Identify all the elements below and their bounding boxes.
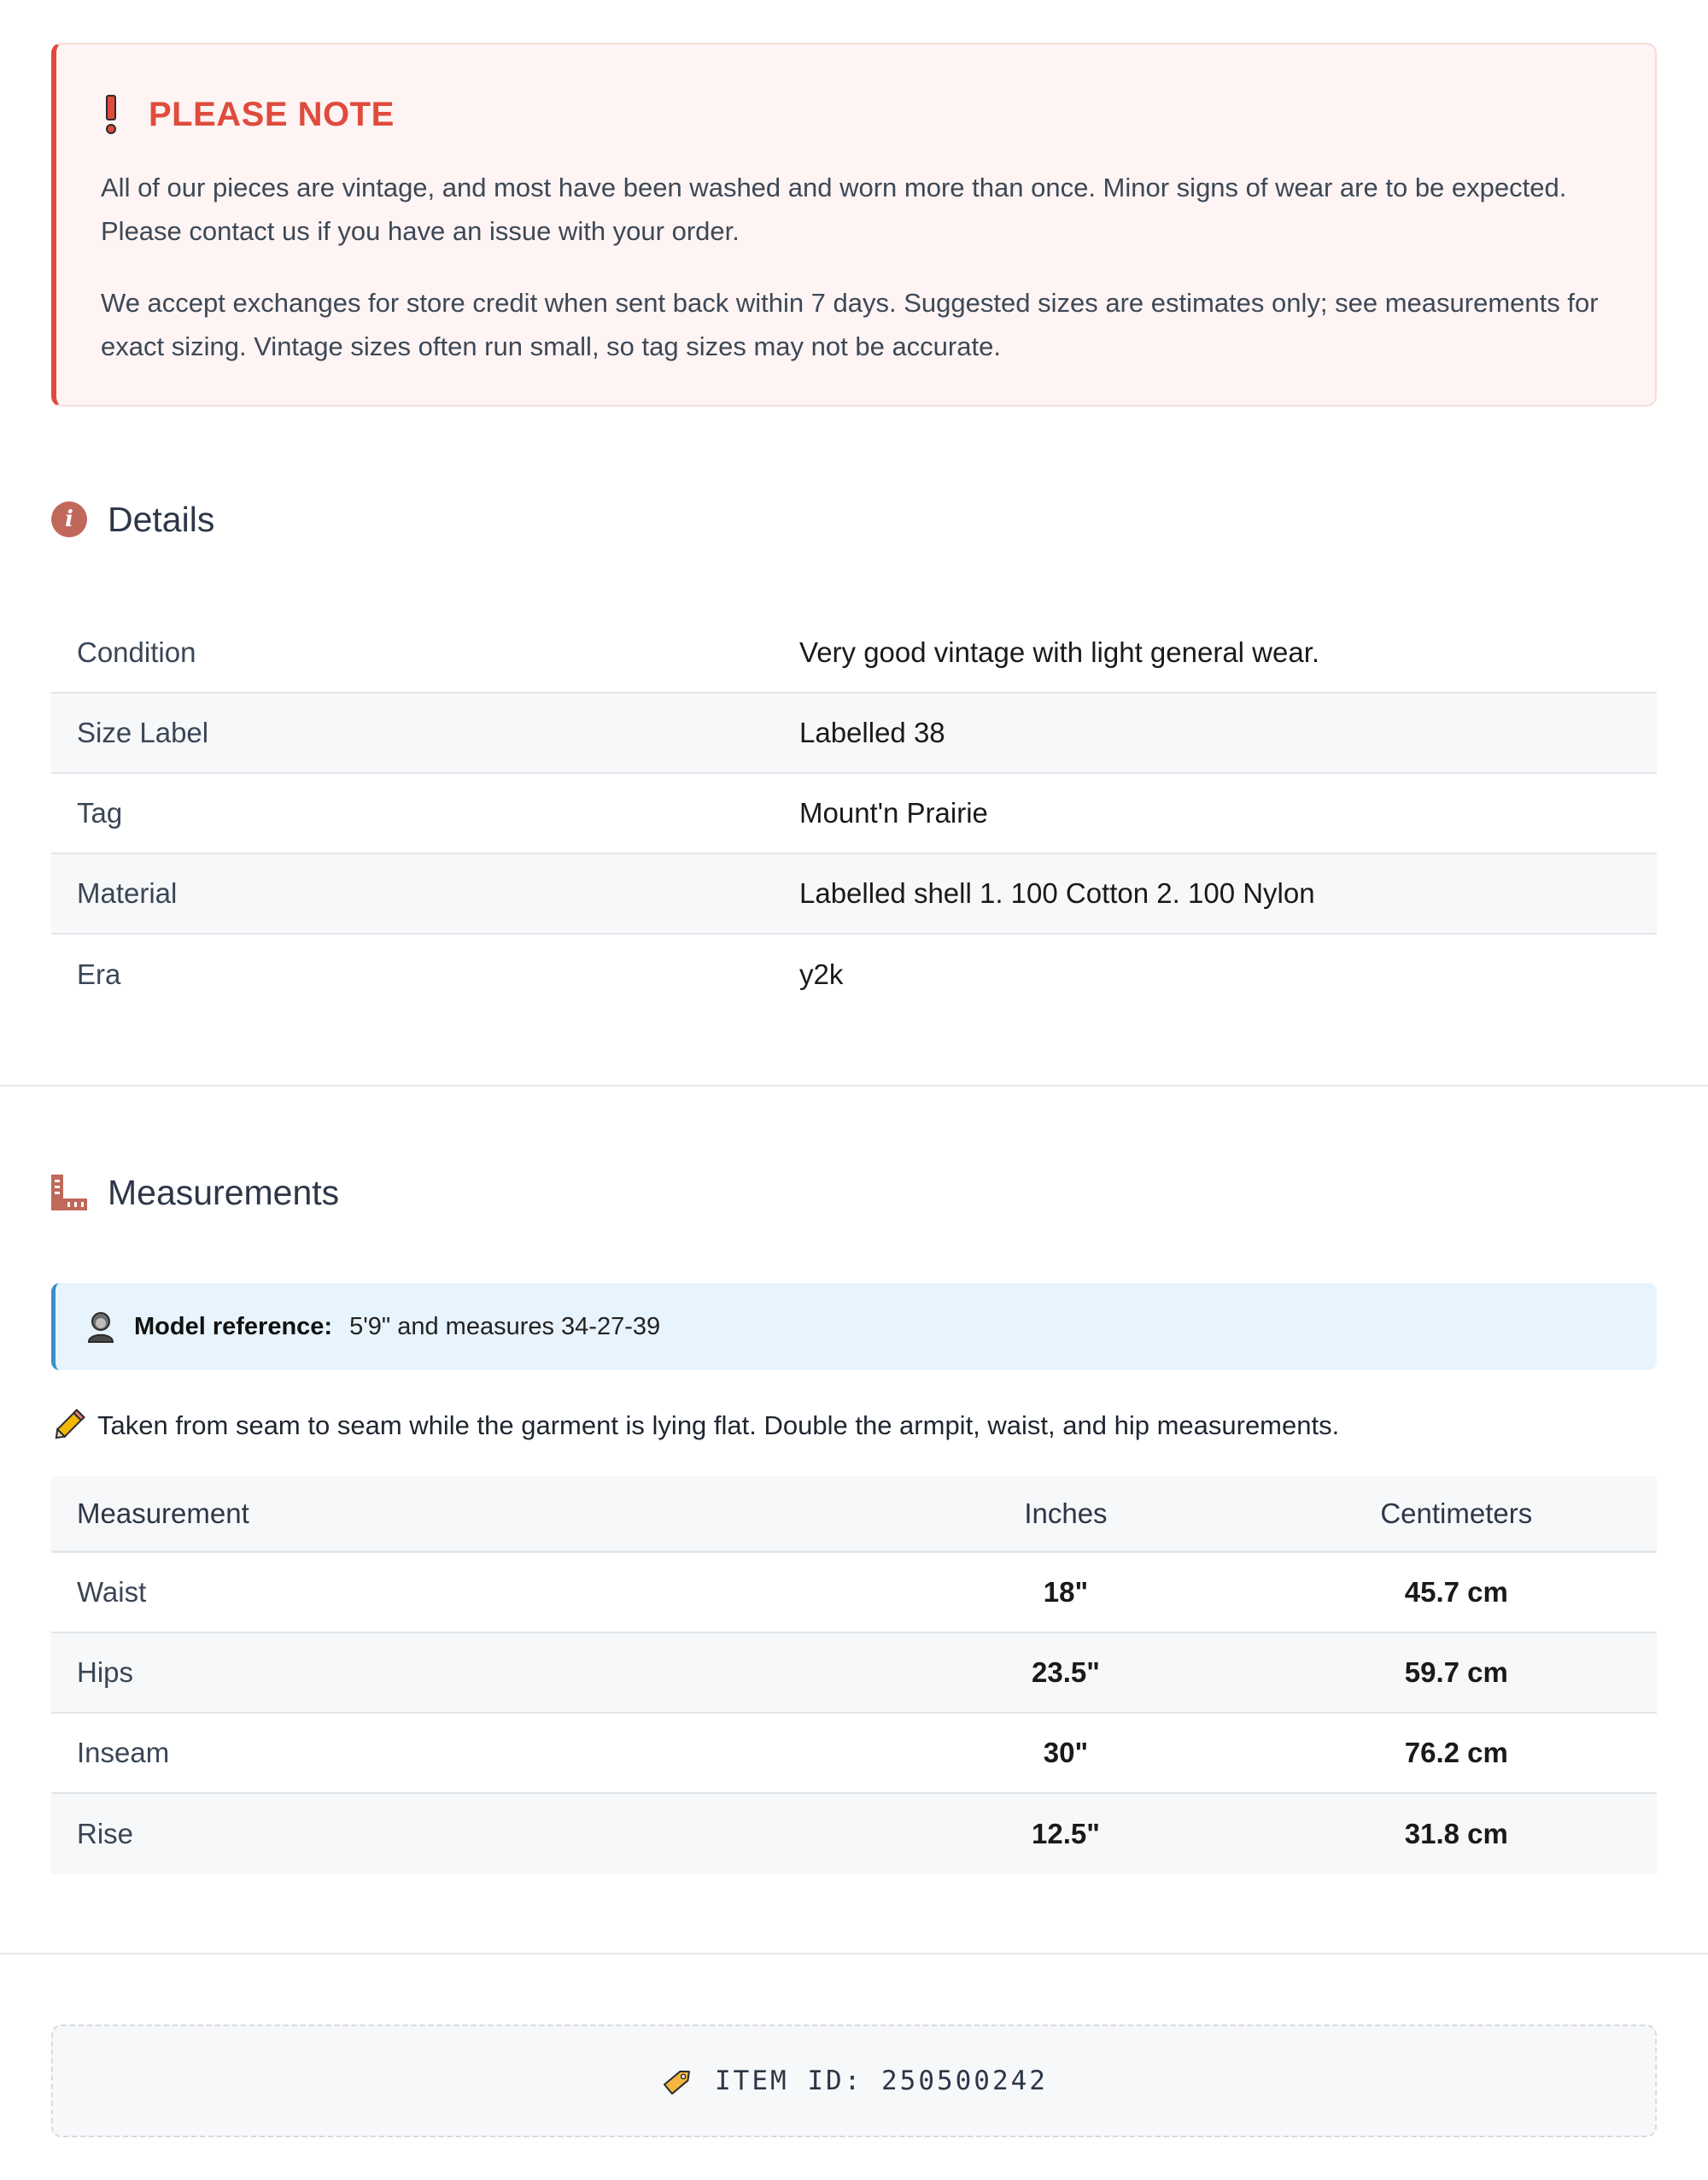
measurement-cm: 31.8 cm bbox=[1404, 1818, 1508, 1849]
detail-value: Labelled 38 bbox=[799, 717, 945, 748]
notice-header bbox=[101, 89, 1607, 140]
info-icon: i bbox=[51, 501, 87, 537]
exclamation-icon bbox=[106, 95, 116, 134]
detail-label: Size Label bbox=[77, 717, 209, 748]
notice-box bbox=[51, 43, 1657, 407]
measurement-inches: 23.5" bbox=[1032, 1656, 1100, 1688]
measurement-cm: 45.7 cm bbox=[1404, 1576, 1508, 1608]
ruler-icon bbox=[51, 1175, 87, 1210]
section-divider bbox=[0, 1085, 1708, 1087]
measurement-inches: 30" bbox=[1043, 1737, 1089, 1768]
measurement-cm: 76.2 cm bbox=[1404, 1737, 1508, 1768]
detail-label: Material bbox=[77, 877, 178, 909]
details-title: Details bbox=[108, 499, 215, 539]
model-reference-box bbox=[51, 1283, 1657, 1370]
detail-value: Very good vintage with light general wear. bbox=[799, 636, 1320, 668]
section-divider bbox=[0, 1953, 1708, 1954]
item-id-text: ITEM ID: 250500242 bbox=[715, 2066, 1048, 2096]
measurements-table bbox=[51, 1476, 1657, 1874]
measurement-note-text: Taken from seam to seam while the garment is lying flat. Double the armpit, waist, and hip measurements. bbox=[97, 1410, 1340, 1440]
measurements-title: Measurements bbox=[108, 1172, 340, 1212]
details-table bbox=[51, 613, 1657, 1015]
measurement-note bbox=[51, 1404, 1657, 1447]
table-row bbox=[51, 854, 1657, 935]
table-row bbox=[51, 1714, 1657, 1794]
model-reference-label: Model reference: bbox=[134, 1312, 333, 1340]
detail-label: Era bbox=[77, 958, 121, 990]
measurement-inches: 12.5" bbox=[1032, 1818, 1100, 1849]
measurement-inches: 18" bbox=[1043, 1576, 1089, 1608]
table-row bbox=[51, 1794, 1657, 1874]
measurements-heading bbox=[51, 1167, 1657, 1218]
table-row bbox=[51, 935, 1657, 1015]
detail-label: Condition bbox=[77, 636, 196, 668]
table-row bbox=[51, 694, 1657, 774]
measurement-name: Rise bbox=[77, 1818, 134, 1849]
table-row bbox=[51, 1553, 1657, 1633]
measurement-cm: 59.7 cm bbox=[1404, 1656, 1508, 1688]
notice-title: PLEASE NOTE bbox=[149, 95, 395, 133]
measurement-name: Hips bbox=[77, 1656, 134, 1688]
detail-value: y2k bbox=[799, 958, 844, 990]
column-header: Inches bbox=[1024, 1497, 1108, 1529]
details-heading bbox=[51, 494, 1657, 545]
detail-label: Tag bbox=[77, 797, 123, 829]
detail-value: Mount'n Prairie bbox=[799, 797, 988, 829]
pencil-icon bbox=[51, 1409, 85, 1443]
item-id-box bbox=[51, 2025, 1657, 2137]
table-row bbox=[51, 774, 1657, 854]
notice-paragraph: All of our pieces are vintage, and most have been washed and worn more than once. Minor signs of wear are to be expected. Please contact us if you have an issue with your order. bbox=[101, 173, 1567, 246]
column-header: Measurement bbox=[77, 1497, 249, 1529]
detail-value: Labelled shell 1. 100 Cotton 2. 100 Nylon bbox=[799, 877, 1315, 909]
table-row bbox=[51, 613, 1657, 694]
measurement-name: Inseam bbox=[77, 1737, 170, 1768]
column-header: Centimeters bbox=[1380, 1497, 1533, 1529]
model-reference-value: 5'9" and measures 34-27-39 bbox=[349, 1312, 661, 1340]
table-header bbox=[51, 1476, 1657, 1553]
person-icon bbox=[86, 1310, 115, 1343]
table-row bbox=[51, 1633, 1657, 1714]
notice-paragraph: We accept exchanges for store credit when sent back within 7 days. Suggested sizes are estimates only; see measurements for exact sizing. Vintage sizes often run small, so tag sizes may not be accurate. bbox=[101, 288, 1599, 361]
tag-icon bbox=[660, 2063, 696, 2099]
measurement-name: Waist bbox=[77, 1576, 147, 1608]
